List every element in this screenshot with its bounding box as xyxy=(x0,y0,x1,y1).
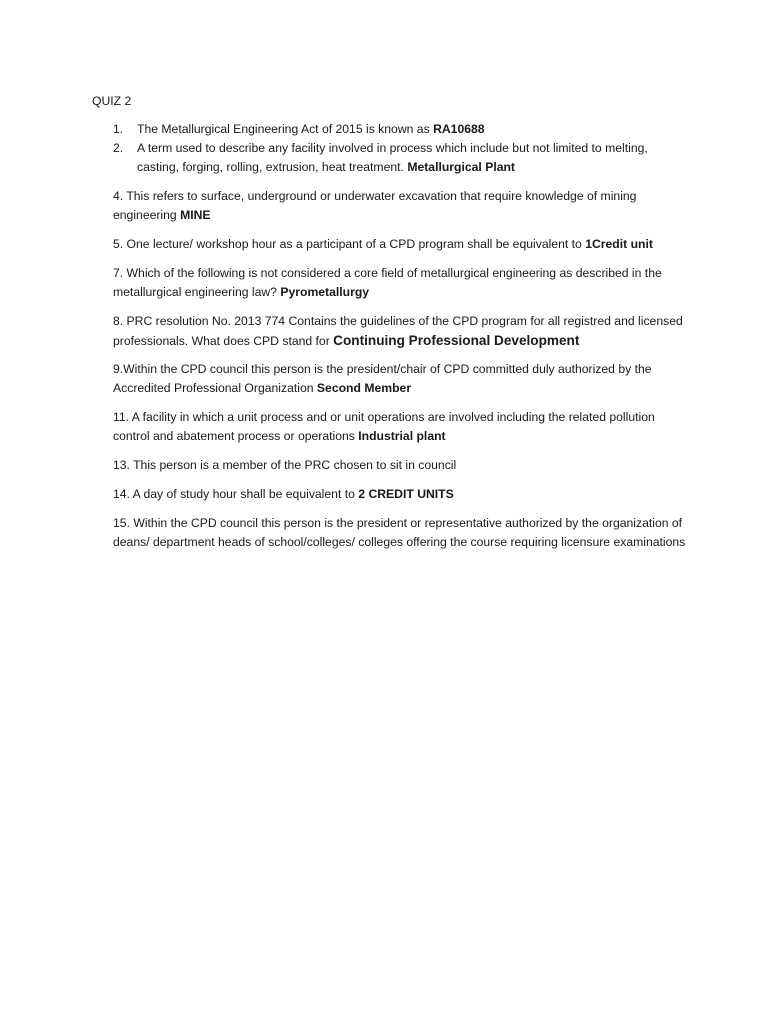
question-text: 13. This person is a member of the PRC chosen to sit in council xyxy=(113,458,457,472)
question-text: 8. PRC resolution No. 2013 774 Contains the guidelines of the CPD program for all registred and licensed professionals. What does CPD stand for xyxy=(113,314,683,348)
answer: Industrial plant xyxy=(358,429,446,443)
answer: Pyrometallurgy xyxy=(280,285,370,299)
question-15 xyxy=(113,514,688,552)
quiz-title: QUIZ 2 xyxy=(92,94,132,108)
question-14 xyxy=(113,485,693,504)
question-text: 11. A facility in which a unit process and or unit operations are involved including the related pollution control and abatement process or operations xyxy=(113,410,655,443)
answer: Metallurgical Plant xyxy=(407,160,515,174)
question-1 xyxy=(113,120,693,139)
question-5 xyxy=(113,235,693,254)
question-text: 4. This refers to surface, underground or underwater excavation that require knowledge of mining engineering xyxy=(113,189,637,222)
question-4 xyxy=(113,187,693,225)
question-7 xyxy=(113,264,693,302)
question-text: 7. Which of the following is not considered a core field of metallurgical engineering as described in the metallurgical engineering law? xyxy=(113,266,662,299)
question-text: 9.Within the CPD council this person is the president/chair of CPD committed duly authorized by the Accredited Professional Organization xyxy=(113,362,652,395)
list-number: 2. xyxy=(113,141,124,155)
question-9 xyxy=(113,360,703,398)
answer: Second Member xyxy=(316,381,412,395)
question-2 xyxy=(113,139,693,177)
answer: MINE xyxy=(180,208,211,222)
question-text: The Metallurgical Engineering Act of 2015 is known as xyxy=(137,122,434,136)
question-text: 15. Within the CPD council this person is the president or representative authorized by the organization of deans/ department heads of school/colleges/ colleges offering the course requiring licensure examinations xyxy=(113,516,686,549)
list-number: 1. xyxy=(113,122,124,136)
answer: RA10688 xyxy=(433,122,485,136)
question-text: 5. One lecture/ workshop hour as a participant of a CPD program shall be equivalent to xyxy=(113,237,586,251)
answer: 2 CREDIT UNITS xyxy=(358,487,454,501)
question-text: 14. A day of study hour shall be equivalent to xyxy=(113,487,359,501)
answer: Continuing Professional Development xyxy=(333,333,580,348)
question-11 xyxy=(113,408,693,446)
numbered-list xyxy=(113,120,693,177)
answer: 1Credit unit xyxy=(585,237,653,251)
question-8 xyxy=(113,312,693,351)
question-text: A term used to describe any facility involved in process which include but not limited to melting, casting, forging, rolling, extrusion, heat treatment. xyxy=(137,141,648,174)
question-13 xyxy=(113,456,693,475)
